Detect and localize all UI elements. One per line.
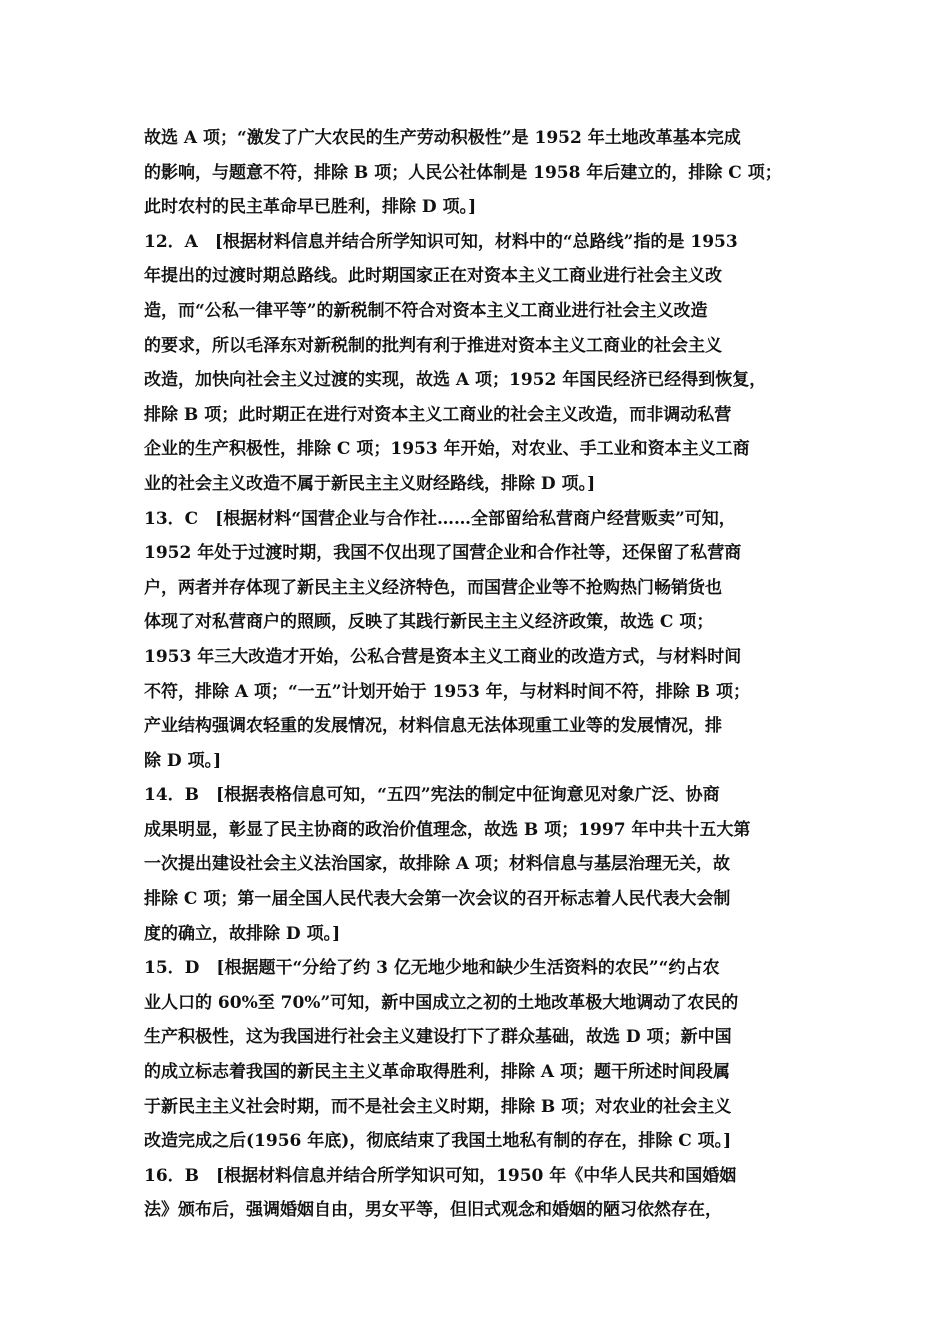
- text-line: 此时农村的民主革命早已胜利，排除 D 项。]: [144, 197, 477, 218]
- text-line: 业的社会主义改造不属于新民主主义财经路线，排除 D 项。]: [144, 473, 596, 494]
- text-line: 法》颁布后，强调婚姻自由，男女平等，但旧式观念和婚姻的陋习依然存在，: [144, 1200, 722, 1221]
- text-line: 企业的生产积极性，排除 C 项；1953 年开始，对农业、手工业和资本主义工商: [144, 439, 750, 460]
- text-line: 故选 A 项；“激发了广大农民的生产劳动积极性”是 1952 年土地改革基本完成: [144, 128, 741, 148]
- text-line: 成果明显，彰显了民主协商的政治价值理念，故选 B 项；1997 年中共十五大第: [144, 819, 751, 840]
- text-line: 的要求，所以毛泽东对新税制的批判有利于推进对资本主义工商业的社会主义: [144, 335, 722, 356]
- text-line: 于新民主主义社会时期，而不是社会主义时期，排除 B 项；对农业的社会主义: [144, 1096, 732, 1117]
- answer-12: [144, 225, 824, 502]
- text-line: 16．B [根据材料信息并结合所学知识可知，1950 年《中华人民共和国婚姻: [144, 1165, 737, 1186]
- text-line: 户，两者并存体现了新民主主义经济特色，而国营企业等不抢购热门畅销货也: [144, 577, 722, 598]
- text-line: 的影响，与题意不符，排除 B 项；人民公社体制是 1958 年后建立的，排除 C 项；: [144, 162, 782, 183]
- text-line: 除 D 项。]: [144, 750, 222, 771]
- text-line: 排除 C 项；第一届全国人民代表大会第一次会议的召开标志着人民代表大会制: [144, 889, 731, 910]
- text-line: 1952 年处于过渡时期，我国不仅出现了国营企业和合作社等，还保留了私营商: [144, 543, 742, 564]
- text-line: 产业结构强调农轻重的发展情况，材料信息无法体现重工业等的发展情况，排: [144, 716, 722, 737]
- answer-14: [144, 778, 824, 951]
- text-line: 一次提出建设社会主义法治国家，故排除 A 项；材料信息与基层治理无关，故: [144, 854, 731, 875]
- answer-16: [144, 1159, 824, 1228]
- answer-15: [144, 951, 824, 1159]
- text-line: 1953 年三大改造才开始，公私合营是资本主义工商业的改造方式，与材料时间: [144, 646, 742, 667]
- text-line: 生产积极性，这为我国进行社会主义建设打下了群众基础，故选 D 项；新中国: [144, 1027, 732, 1048]
- text-line: 体现了对私营商户的照顾，反映了其践行新民主主义经济政策，故选 C 项；: [144, 612, 714, 633]
- text-line: 度的确立，故排除 D 项。]: [144, 923, 341, 944]
- text-line: 排除 B 项；此时期正在进行对资本主义工商业的社会主义改造，而非调动私营: [144, 404, 732, 425]
- text-line: 的成立标志着我国的新民主主义革命取得胜利，排除 A 项；题干所述时间段属: [144, 1062, 731, 1083]
- answer-13: [144, 502, 824, 779]
- text-line: 业人口的 60%至 70%”可知，新中国成立之初的土地改革极大地调动了农民的: [144, 992, 739, 1013]
- text-line: 13．C [根据材料“国营企业与合作社……全部留给私营商户经营贩卖”可知，: [144, 508, 736, 529]
- text-line: 造，而“公私一律平等”的新税制不符合对资本主义工商业进行社会主义改造: [144, 300, 708, 321]
- text-line: 15．D [根据题干“分给了约 3 亿无地少地和缺少生活资料的农民”“约占农: [144, 958, 720, 979]
- text-line: 14．B [根据表格信息可知，“五四”宪法的制定中征询意见对象广泛、协商: [144, 785, 720, 806]
- text-line: 12．A [根据材料信息并结合所学知识可知，材料中的“总路线”指的是 1953: [144, 231, 738, 252]
- text-line: 年提出的过渡时期总路线。此时期国家正在对资本主义工商业进行社会主义改: [144, 266, 722, 287]
- answer-11-continuation: [144, 121, 824, 225]
- text-line: 不符，排除 A 项；“一五”计划开始于 1953 年，与材料时间不符，排除 B 项；: [144, 681, 750, 702]
- text-line: 改造，加快向社会主义过渡的实现，故选 A 项；1952 年国民经济已经得到恢复，: [144, 370, 767, 391]
- text-line: 改造完成之后(1956 年底)，彻底结束了我国土地私有制的存在，排除 C 项。]: [144, 1131, 732, 1152]
- document-page: [144, 121, 824, 1228]
